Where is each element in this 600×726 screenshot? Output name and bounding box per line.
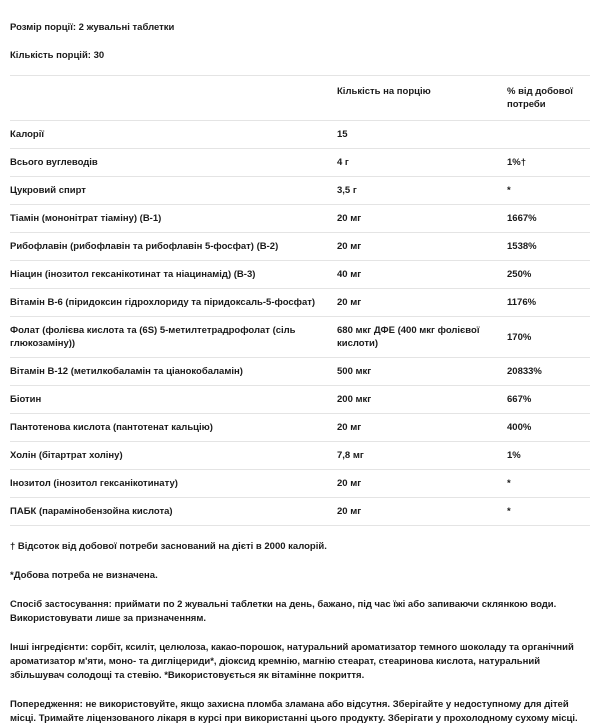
footnotes [10, 526, 590, 726]
nutrient-daily-value: 20833% [507, 358, 590, 386]
nutrient-name: Всього вуглеводів [10, 149, 337, 177]
nutrient-name: Холін (бітартрат холіну) [10, 442, 337, 470]
nutrient-name: Цукровий спирт [10, 177, 337, 205]
table-row [10, 317, 590, 358]
table-row [10, 205, 590, 233]
nutrient-name: ПАБК (парамінобензойна кислота) [10, 498, 337, 526]
nutrient-amount: 40 мг [337, 261, 507, 289]
table-row [10, 177, 590, 205]
nutrient-name: Пантотенова кислота (пантотенат кальцію) [10, 414, 337, 442]
serving-size-line: Розмір порції: 2 жувальні таблетки [10, 22, 175, 33]
nutrient-amount: 20 мг [337, 205, 507, 233]
column-header-nutrient [10, 76, 337, 121]
table-row [10, 121, 590, 149]
nutrient-amount: 20 мг [337, 470, 507, 498]
other-ingredients-paragraph: Інші інгредієнти: сорбіт, ксиліт, целюлоза, какао-порошок, натуральний ароматизатор темного шоколаду та органічний ароматизатор м'яти, моно- та дигліцериди*, діоксид кремнію, магнію стеарат, стеаринова кислота, натуральний збільшувач солодощі та стевію. *Використовується як вітамінне покриття. [10, 642, 574, 681]
nutrient-name: Рибофлавін (рибофлавін та рибофлавін 5-фосфат) (В-2) [10, 233, 337, 261]
nutrient-daily-value: * [507, 177, 590, 205]
table-header [10, 76, 590, 121]
nutrient-amount: 3,5 г [337, 177, 507, 205]
nutrient-amount: 20 мг [337, 233, 507, 261]
warning-paragraph: Попередження: не використовуйте, якщо захисна пломба зламана або відсутня. Зберігайте у недоступному для дітей місці. Тримайте ліцензованого лікаря в курсі при використанні цього продукту. Зберігати у прохолодному сухому місці. [10, 699, 578, 724]
nutrient-amount: 680 мкг ДФЕ (400 мкг фолієвої кислоти) [337, 317, 507, 358]
nutrient-daily-value: 667% [507, 386, 590, 414]
nutrient-daily-value: 1% [507, 442, 590, 470]
nutrient-daily-value: 400% [507, 414, 590, 442]
nutrient-name: Калорії [10, 121, 337, 149]
table-row [10, 442, 590, 470]
footnote-not-established: *Добова потреба не визначена. [10, 570, 158, 581]
nutrient-name: Фолат (фолієва кислота та (6S) 5-метилтетрадрофолат (сіль глюкозаміну)) [10, 317, 337, 358]
nutrient-daily-value: 170% [507, 317, 590, 358]
table-row [10, 386, 590, 414]
nutrient-name: Вітамін В-6 (піридоксин гідрохлориду та піридоксаль-5-фосфат) [10, 289, 337, 317]
table-header-row [10, 76, 590, 121]
nutrient-daily-value: * [507, 470, 590, 498]
nutrient-amount: 15 [337, 121, 507, 149]
nutrient-daily-value: 1538% [507, 233, 590, 261]
table-body [10, 121, 590, 526]
nutrient-name: Ніацин (інозитол гексанікотинат та ніацинамід) (В-3) [10, 261, 337, 289]
table-row [10, 470, 590, 498]
table-row [10, 358, 590, 386]
nutrient-amount: 500 мкг [337, 358, 507, 386]
column-header-amount-per-serving: Кількість на порцію [337, 76, 507, 121]
table-row [10, 498, 590, 526]
serving-info [10, 0, 590, 62]
nutrient-amount: 20 мг [337, 289, 507, 317]
nutrient-daily-value: 250% [507, 261, 590, 289]
nutrient-amount: 4 г [337, 149, 507, 177]
nutrient-amount: 200 мкг [337, 386, 507, 414]
directions-paragraph: Спосіб застосування: приймати по 2 жувальні таблетки на день, бажано, під час їжі або запиваючи склянкою води. Використовувати лише за призначенням. [10, 599, 557, 624]
column-header-daily-value: % від добової потреби [507, 76, 590, 121]
nutrient-daily-value [507, 121, 590, 149]
table-row [10, 289, 590, 317]
nutrient-daily-value: 1176% [507, 289, 590, 317]
footnote-daily-value: † Відсоток від добової потреби заснований на дієті в 2000 калорій. [10, 541, 327, 552]
table-row [10, 414, 590, 442]
nutrient-name: Біотин [10, 386, 337, 414]
supplement-facts-table [10, 75, 590, 526]
nutrient-daily-value: 1667% [507, 205, 590, 233]
nutrient-amount: 20 мг [337, 498, 507, 526]
table-row [10, 233, 590, 261]
table-row [10, 149, 590, 177]
nutrient-amount: 7,8 мг [337, 442, 507, 470]
nutrient-daily-value: * [507, 498, 590, 526]
nutrient-name: Інозитол (інозитол гексанікотинату) [10, 470, 337, 498]
nutrient-amount: 20 мг [337, 414, 507, 442]
nutrient-name: Тіамін (мононітрат тіаміну) (В-1) [10, 205, 337, 233]
servings-per-container-line: Кількість порцій: 30 [10, 50, 105, 61]
nutrient-daily-value: 1%† [507, 149, 590, 177]
table-row [10, 261, 590, 289]
nutrient-name: Вітамін В-12 (метилкобаламін та ціанокобаламін) [10, 358, 337, 386]
